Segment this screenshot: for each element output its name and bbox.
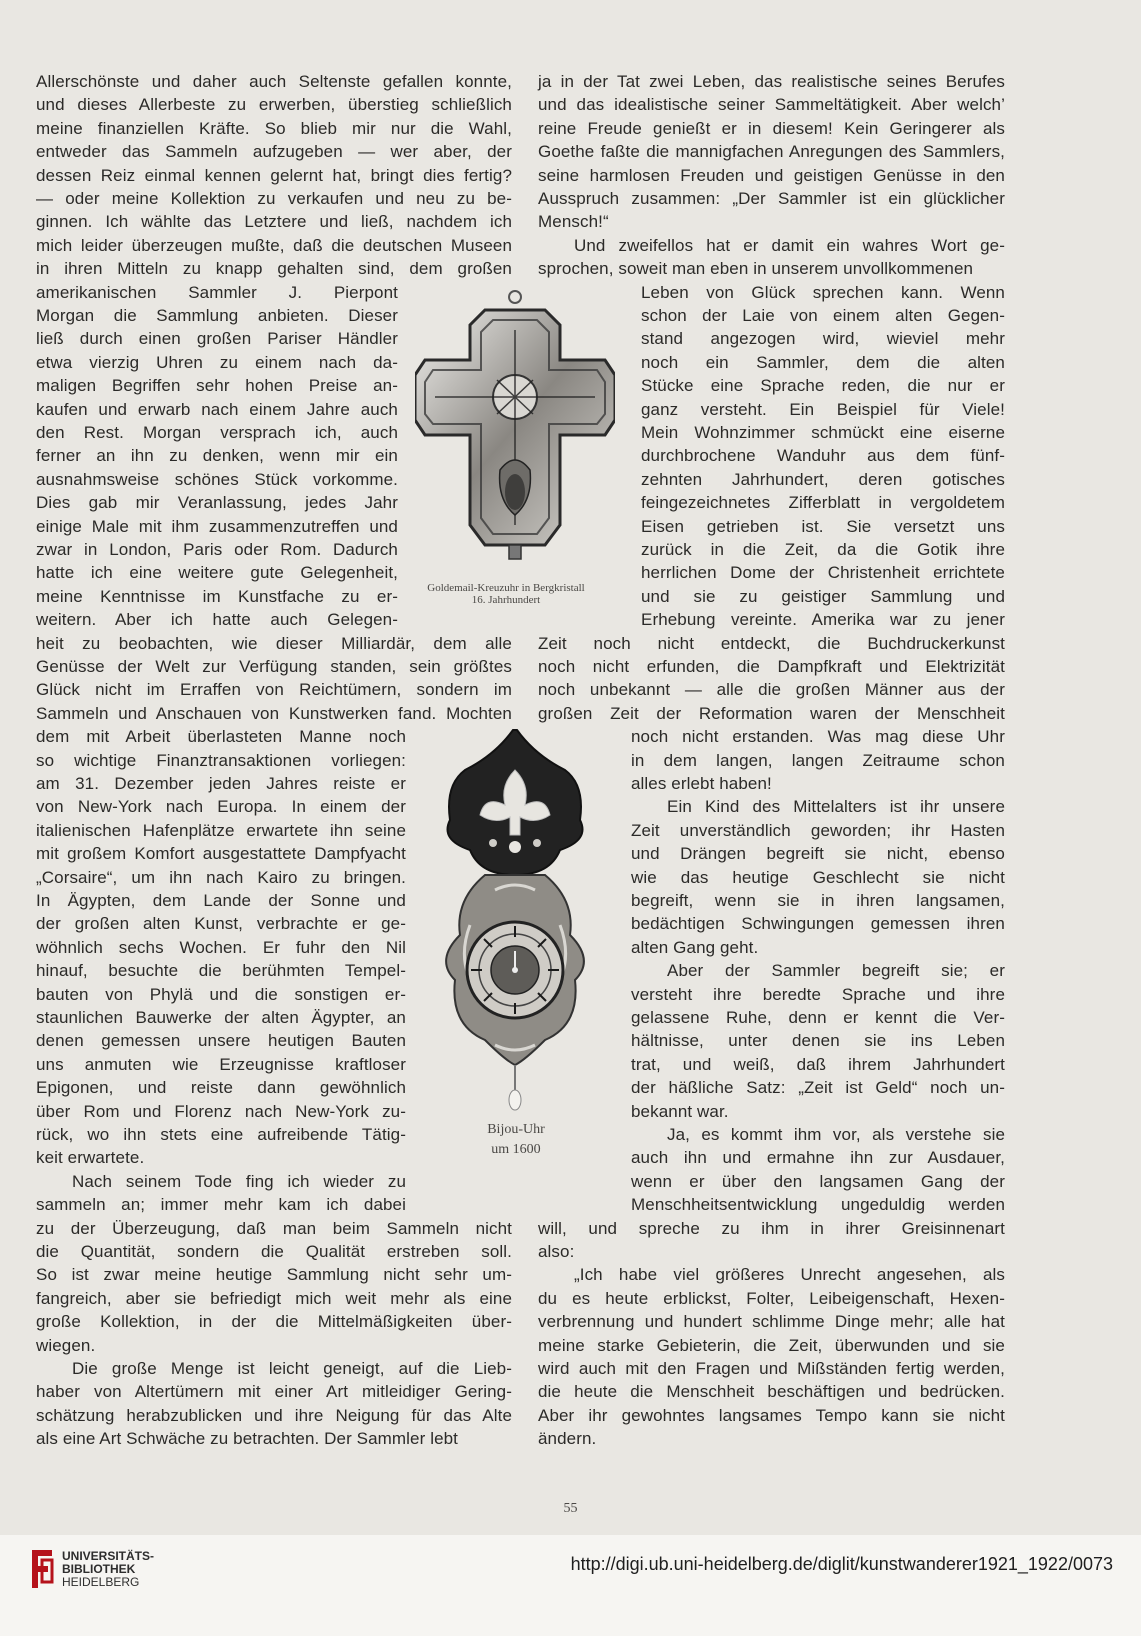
page-number: 55 [563,1501,578,1516]
text-line: etwa vierzig Uhren zu einem nach da- [36,353,398,372]
text-line: wird auch mit den Fragen und Mißständen fertig werden, [538,1359,1005,1378]
text-line: begreift, wenn sie in ihren langsamen, [631,891,1005,910]
text-line: die Quantität, sondern die Qualität erstreben soll. [36,1242,512,1261]
text-line: herrlichen Dome der Christenheit errichtete [641,563,1005,582]
text-line: Sammeln und Anschauen von Kunstwerken fand. Mochten [36,704,512,723]
text-line: so wichtige Finanztransaktionen vorliegen: [36,751,406,770]
text-line: maligen Begriffen sehr hohen Preise an- [36,376,398,395]
text-line: du es heute erblickst, Folter, Leibeigenschaft, Hexen- [538,1289,1005,1308]
text-line: — oder meine Kollektion zu verkaufen und neu zu be- [36,189,512,208]
bijou-caption-line1: Bijou-Uhr [487,1122,545,1137]
text-line: denen gemessen unsere heutigen Bauten [36,1031,406,1050]
text-line: Eisen getrieben ist. Sie versetzt uns [641,517,1005,536]
text-line: Goethe faßte die mannigfachen Anregungen des Sammlers, [538,142,1005,161]
text-line: Zeit unverständlich geworden; ihr Hasten [631,821,1005,840]
text-line: den Rest. Morgan versprach ich, auch [36,423,398,442]
text-line: haber von Altertümern mit einer Art mitleidiger Gering- [36,1382,512,1401]
text-line: alles erlebt haben! [631,774,772,793]
text-line: ja in der Tat zwei Leben, das realistische seines Berufes [538,72,1005,91]
cross-caption-line1: Goldemail-Kreuzuhr in Bergkristall [427,582,585,594]
text-line: zu der Überzeugung, daß man beim Sammeln nicht [36,1219,512,1238]
text-line: Menschheitsentwicklung ungeduldig werden [631,1195,1005,1214]
text-line: zehnten Jahrhundert, deren gotisches [641,470,1005,489]
text-line: große Kollektion, in der die Mittelmäßigkeiten über- [36,1312,512,1331]
library-name-line3: HEIDELBERG [62,1575,140,1589]
text-line: Zeit noch nicht entdeckt, die Buchdruckerkunst [538,634,1005,653]
text-line: der großen alten Kunst, verbrachte er ge- [36,914,406,933]
text-line: wiegen. [36,1336,96,1355]
text-line: trat, und weiß, daß ihrem Jahrhundert [631,1055,1005,1074]
text-line: ganz versteht. Ein Beispiel für Viele! [641,400,1005,419]
text-line: in dem langen, langen Zeitraume schon [631,751,1005,770]
text-line: kaufen und erwarb nach einem Jahre auch [36,400,398,419]
text-line: und Drängen begreift sie nicht, ebenso [631,844,1005,863]
text-line: feingezeichnetes Zifferblatt in vergoldetem [641,493,1005,512]
text-line: in ihren Mitteln zu knapp gehalten sind, dem großen [36,259,512,278]
text-line: einige Male mit ihm zusammenzutreffen und [36,517,398,536]
text-line: meine starke Gebieterin, die Zeit, überwunden und sie [538,1336,1005,1355]
text-line: fangreich, aber sie befriedigt mich weit mehr als eine [36,1289,512,1308]
text-line: bedächtigen Schwingungen gemessen ihren [631,914,1005,933]
text-line: italienischen Hafenplätze erwartete ihn seine [36,821,406,840]
text-line: heit zu beobachten, wie dieser Milliardär, dem alle [36,634,512,653]
text-line: von New-York nach Europa. In einem der [36,797,406,816]
text-line: verbrennung und hundert schlimme Dinge mehr; alle hat [538,1312,1005,1331]
text-line: Genüsse der Welt zur Verfügung standen, sein größtes [36,657,512,676]
text-line: mich leider überzeugen mußte, daß die deutschen Museen [36,236,512,255]
text-line: Stücke eine Sprache reden, die nur er [641,376,1005,395]
text-line: ferner an ihn zu denken, wenn mir ein [36,446,398,465]
text-line: versteht ihre beredte Sprache und ihre [631,985,1005,1004]
text-line: hinauf, besuchte die berühmten Tempel- [36,961,406,980]
text-line: Ja, es kommt ihm vor, als verstehe sie [667,1125,1005,1144]
text-line: noch unbekannt — alle die großen Männer aus der [538,680,1005,699]
text-line: seine harmlosen Freuden und geistigen Genüsse in den [538,166,1005,185]
text-line: zurück in die Zeit, da die Gotik ihre [641,540,1005,559]
bijou-watch-illustration [425,725,605,1125]
text-line: Ausspruch zusammen: „Der Sammler ist ein glücklicher [538,189,1005,208]
text-line: am 31. Dezember jeden Jahres reiste er [36,774,406,793]
library-name-line1: UNIVERSITÄTS- [62,1549,155,1563]
text-line: mit großem Komfort ausgestattete Dampfyacht [36,844,406,863]
text-line: wie das heutige Geschlecht sie nicht [631,868,1005,887]
text-line: schon der Laie von einem alten Gegen- [641,306,1005,325]
text-line: Aber ihr gewohntes langsames Tempo kann sie nicht [538,1406,1005,1425]
text-line: sammeln an; immer mehr kam ich dabei [36,1195,406,1214]
text-line: Morgan die Sammlung anbieten. Dieser [36,306,398,325]
library-name-line2: BIBLIOTHEK [62,1562,136,1576]
text-line: Allerschönste und daher auch Seltenste gefallen konnte, [36,72,512,91]
bijou-caption-line2: um 1600 [491,1142,541,1157]
text-line: Leben von Glück sprechen kann. Wenn [641,283,1005,302]
text-line: großen Zeit der Reformation waren der Menschheit [538,704,1005,723]
text-line: dessen Reiz einmal kennen gelernt hat, bringt dies fertig? [36,166,512,185]
text-line: Glück nicht im Erraffen von Reichtümern, sondern im [36,680,512,699]
text-line: gelassene Ruhe, denn er kennt die Ver- [631,1008,1005,1027]
library-name [62,1550,154,1589]
text-line: wenn er über den langsamen Gang der [631,1172,1005,1191]
bijou-watch-caption [468,1120,564,1160]
text-line: will, und spreche zu ihm in ihrer Greisinnenart [538,1219,1005,1238]
source-url-link[interactable]: http://digi.ub.uni-heidelberg.de/diglit/kunstwanderer1921_1922/0073 [570,1554,1113,1574]
text-line: also: [538,1242,575,1261]
cross-watch-illustration [415,290,615,590]
text-line: auch ihn und ermahne ihn zur Ausdauer, [631,1148,1005,1167]
text-line: ließ durch einen großen Pariser Händler [36,329,398,348]
text-line: dem mit Arbeit überlasteten Manne noch [36,727,406,746]
text-line: Nach seinem Tode fing ich wieder zu [72,1172,406,1191]
text-line: die heute die Menschheit beschäftigen und bedrücken. [538,1382,1005,1401]
text-line: Dies gab mir Veranlassung, jedes Jahr [36,493,398,512]
text-line: In Ägypten, dem Lande der Sonne und [36,891,406,910]
footer-bar [0,1535,1141,1636]
university-library-logo-icon [28,1546,56,1592]
text-line: meine Kenntnisse im Kunstfache zu er- [36,587,398,606]
text-line: noch nicht erfunden, die Dampfkraft und Elektrizität [538,657,1005,676]
text-line: „Corsaire“, um ihn nach Kairo zu bringen. [36,868,406,887]
text-line: Epigonen, und reiste dann gewöhnlich [36,1078,406,1097]
text-line: Ein Kind des Mittelalters ist ihr unsere [667,797,1005,816]
text-line: Die große Menge ist leicht geneigt, auf die Lieb- [72,1359,512,1378]
text-line: hältnisse, unter denen sie ins Leben [631,1031,1005,1050]
text-line: weitern. Aber ich hatte auch Gelegen- [36,610,398,629]
text-line: staunlichen Bauwerke der alten Ägypter, an [36,1008,406,1027]
text-line: Mein Wohnzimmer schmückt eine eiserne [641,423,1005,442]
text-line: bauten von Phylä und die sonstigen er- [36,985,406,1004]
cross-caption-line2: 16. Jahrhundert [471,594,541,606]
text-line: uns anmuten wie Erzeugnisse kraftloser [36,1055,406,1074]
text-line: durchbrochene Wanduhr aus dem fünf- [641,446,1005,465]
text-line: Und zweifellos hat er damit ein wahres Wort ge- [574,236,1005,255]
text-line: sprochen, soweit man eben in unserem unvollkommenen [538,259,974,278]
text-line: und dieses Allerbeste zu erwerben, überstieg schließlich [36,95,512,114]
text-line: So ist zwar meine heutige Sammlung nicht sehr um- [36,1265,512,1284]
text-line: rück, wo ihn stets eine aufreibende Tätig- [36,1125,406,1144]
text-line: zwar in London, Paris oder Rom. Dadurch [36,540,398,559]
cross-watch-caption [410,582,602,606]
text-line: hatte ich eine weitere gute Gelegenheit, [36,563,398,582]
text-line: als eine Art Schwäche zu betrachten. Der Sammler lebt [36,1429,458,1448]
text-line: „Ich habe viel größeres Unrecht angesehen, als [574,1265,1005,1284]
text-line: wöhnlich sechs Wochen. Er fuhr den Nil [36,938,406,957]
text-line: Mensch!“ [538,212,609,231]
text-line: noch nicht erstanden. Was mag diese Uhr [631,727,1005,746]
text-line: reine Freude genießt er in diesem! Kein Geringerer als [538,119,1005,138]
text-line: über Rom und Florenz nach New-York zu- [36,1102,406,1121]
text-line: alten Gang geht. [631,938,759,957]
text-line: Erhebung vereinte. Amerika war zu jener [641,610,1005,629]
text-line: bekannt war. [631,1102,729,1121]
text-line: ginnen. Ich wählte das Letztere und ließ, nachdem ich [36,212,512,231]
text-line: und sie zu geistiger Sammlung und [641,587,1005,606]
text-line: stand angezogen wird, wieviel mehr [641,329,1005,348]
text-line: Aber der Sammler begreift sie; er [667,961,1005,980]
text-line: ausnahmsweise schönes Stück vorkomme. [36,470,398,489]
text-line: ändern. [538,1429,597,1448]
text-line: meine finanziellen Kräfte. So blieb mir nur die Wahl, [36,119,512,138]
text-line: keit erwartete. [36,1148,145,1167]
text-line: schätzung herabzublicken und ihre Neigung für das Alte [36,1406,512,1425]
text-line: entweder das Sammeln aufzugeben — wer aber, der [36,142,512,161]
text-line: der häßliche Satz: „Zeit ist Geld“ noch un- [631,1078,1005,1097]
text-line: noch ein Sammler, dem die alten [641,353,1005,372]
text-line: und das idealistische seiner Sammeltätigkeit. Aber welch’ [538,95,1005,114]
text-line: amerikanischen Sammler J. Pierpont [36,283,398,302]
